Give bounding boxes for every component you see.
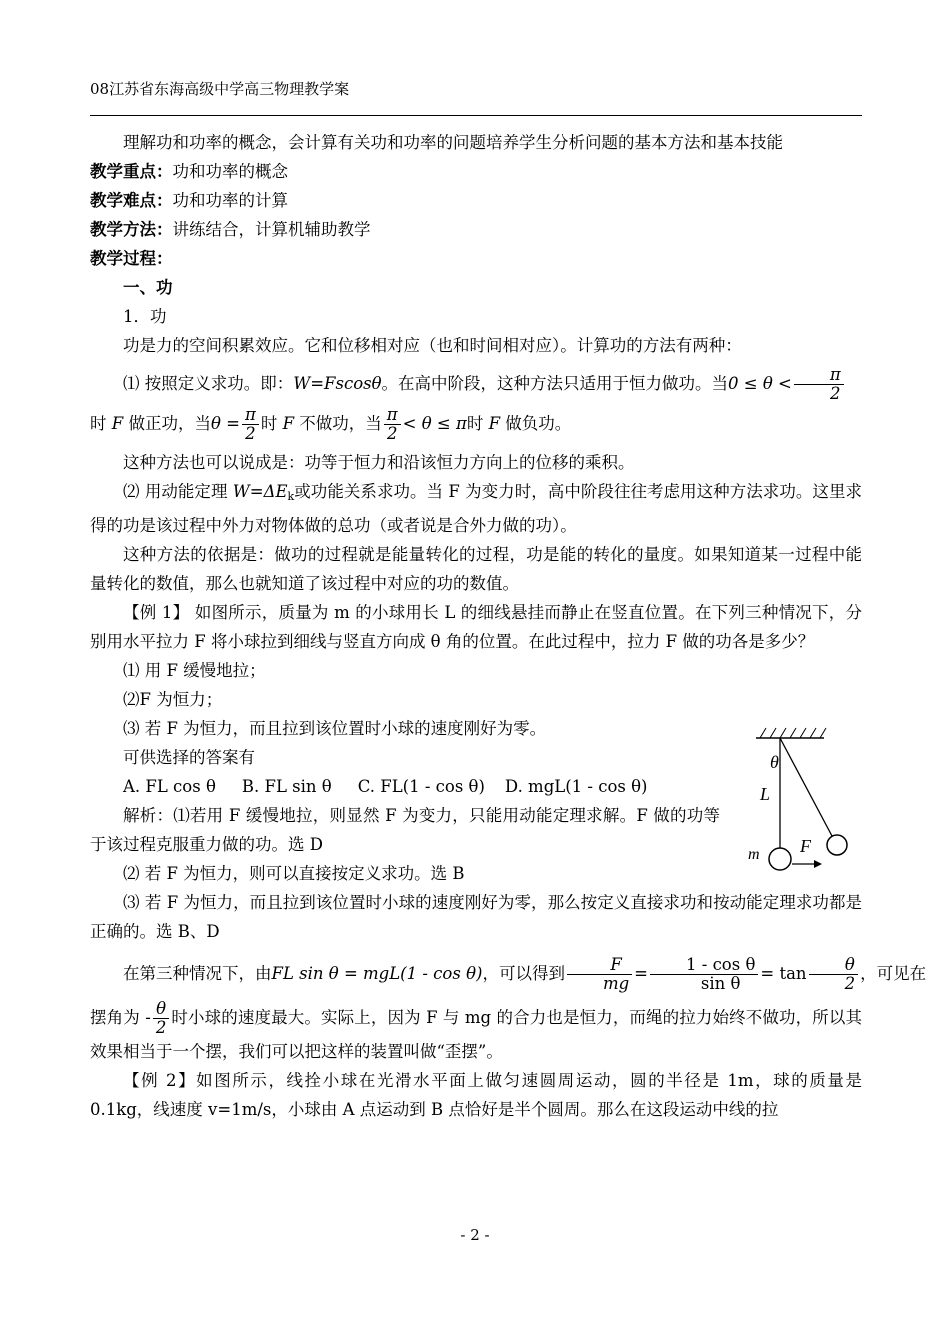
pi-over-2-fraction: [242, 406, 259, 443]
process-label: 教学过程：: [90, 249, 173, 268]
analysis-1: 解析：⑴若用 F 缓慢地拉，则显然 F 为变力，只能用动能定理求解。F 做的功等于该过程克服重力做的功。选 D: [90, 806, 720, 854]
analysis-2: ⑵ 若 F 为恒力，则可以直接按定义求功。选 B: [123, 864, 465, 883]
frac-num: θ: [153, 1000, 170, 1019]
third-text: 在第三种情况下，由: [123, 964, 272, 983]
m1-text: 不做功，当: [294, 414, 382, 433]
difficulty: [90, 186, 862, 215]
pi-over-2-fraction: [384, 406, 401, 443]
frac-num: θ: [809, 956, 859, 975]
method1-formula: W=Fscosθ: [293, 374, 382, 393]
theta-label: θ: [770, 752, 779, 772]
key-points: [90, 157, 862, 186]
option-d: D. mgL(1 - cos θ): [504, 777, 648, 796]
pendulum-figure: [742, 726, 862, 876]
m2-formula: W=ΔE: [232, 482, 288, 501]
theta-over-2-fraction: [809, 956, 859, 993]
method1-prefix: ⑴ 按照定义求功。即：: [123, 374, 294, 393]
example1-case3: ⑶ 若 F 为恒力，而且拉到该位置时小球的速度刚好为零。: [123, 719, 547, 738]
basis-paragraph: 这种方法的依据是：做功的过程就是能量转化的过程，功是能的转化的量度。如果知道某一过程中能量转化的数值，那么也就知道了该过程中对应的功的数值。: [90, 545, 862, 593]
m1-F: F: [488, 414, 501, 433]
method-text: 讲练结合，计算机辅助教学: [172, 220, 371, 239]
third-text: ，可见在: [860, 964, 927, 983]
f-over-mg-fraction: [567, 956, 632, 993]
options-label: 可供选择的答案有: [123, 748, 255, 767]
m2-rest: 或功能关系求功。当 F 为变力时，高中阶段往往考虑用这种方法求功。这里求得的功是该过程中外力对物体做的总功（或者说是合外力做的功）。: [90, 482, 862, 535]
option-a: A. FL cos θ: [123, 777, 216, 796]
subsection-title: 1．功: [123, 307, 167, 326]
frac-den: 2: [386, 424, 398, 443]
m1-text: 做正功，当: [123, 414, 211, 433]
method1-mid: 。在高中阶段，这种方法只适用于恒力做功。当: [381, 374, 729, 393]
difficulty-label: 教学难点：: [90, 191, 173, 210]
ball-rest: [769, 848, 791, 870]
example2-question: 【例 2】如图所示，线拴小球在光滑水平面上做匀速圆周运动，圆的半径是 1m，球的质量是 0.1kg，线速度 v=1m/s，小球由 A 点运动到 B 点恰好是半个圆周。那么在这段运动中线的拉: [90, 1071, 862, 1119]
analysis-3: ⑶ 若 F 为恒力，而且拉到该位置时小球的速度刚好为零，那么按定义直接求功和按动能定理求功都是正确的。选 B、D: [90, 893, 862, 941]
frac-num: π: [794, 366, 844, 385]
m1-text: 时: [466, 414, 489, 433]
third-eq: FL sin θ = mgL(1 - cos θ): [271, 964, 483, 983]
m1-text: 时: [90, 414, 112, 433]
page-header: 08江苏省东海高级中学高三物理教学案: [90, 80, 350, 98]
pi-over-2-fraction: [794, 366, 844, 403]
frac-num: π: [242, 406, 259, 425]
third-case-line1: [90, 954, 927, 994]
frac-den: 2: [245, 424, 256, 443]
m2-prefix: ⑵ 用动能定理: [123, 482, 233, 501]
deflected-string: [780, 738, 832, 836]
document-body: [90, 128, 927, 1124]
section-title-text: 一、功: [123, 278, 173, 297]
third-text: 摆角为 -: [90, 1008, 151, 1027]
page-number: - 2 -: [460, 1226, 490, 1244]
intro-paragraph: 理解功和功率的概念，会计算有关功和功率的问题培养学生分析问题的基本方法和基本技能: [123, 133, 783, 152]
force-label: F: [800, 836, 811, 856]
third-text: 时小球的速度最大。实际上，因为 F 与 mg 的合力也是恒力，而绳的拉力始终不做功，所以其效果相当于一个摆，我们可以把这样的装置叫做“歪摆”。: [90, 1008, 862, 1061]
method1-line2: [90, 404, 862, 444]
frac-num: F: [567, 956, 632, 975]
m1-F: F: [111, 414, 124, 433]
method-label: 教学方法：: [90, 220, 173, 239]
method1-cond1: 0 ≤ θ <: [728, 374, 792, 393]
mass-label: m: [748, 846, 760, 863]
theta-over-2-fraction: [153, 1000, 170, 1037]
m1-theta-eq: θ =: [210, 414, 240, 433]
difficulty-text: 功和功率的计算: [172, 191, 288, 210]
cos-over-sin-fraction: [650, 956, 758, 993]
key-points-text: 功和功率的概念: [172, 162, 288, 181]
work-intro: 功是力的空间积累效应。它和位移相对应（也和时间相对应）。计算功的方法有两种：: [123, 336, 742, 355]
frac-den: sin θ: [700, 974, 741, 993]
ball-deflected: [827, 835, 847, 855]
m2-sub: k: [287, 490, 295, 503]
also-paragraph: 这种方法也可以说成是：功等于恒力和沿该恒力方向上的位移的乘积。: [123, 453, 635, 472]
force-arrowhead: [814, 860, 822, 868]
m1-F: F: [282, 414, 295, 433]
frac-den: 2: [155, 1018, 167, 1037]
frac-num: π: [384, 406, 401, 425]
m1-text: 时: [260, 414, 283, 433]
frac-num: 1 - cos θ: [650, 956, 758, 975]
method: [90, 215, 862, 244]
third-eq-sign: =: [634, 964, 648, 983]
example1-case1: ⑴ 用 F 缓慢地拉；: [123, 661, 266, 680]
m1-text: 做负功。: [500, 414, 572, 433]
frac-den: 2: [844, 974, 856, 993]
header-rule: [90, 115, 862, 116]
third-tan: = tan: [760, 964, 807, 983]
method1-line1: [90, 364, 862, 404]
process: [90, 244, 862, 273]
option-c: C. FL(1 - cos θ): [357, 777, 485, 796]
key-points-label: 教学重点：: [90, 162, 173, 181]
m1-cond3: < θ ≤ π: [402, 414, 467, 433]
example1-case2: ⑵F 为恒力；: [123, 690, 223, 709]
method2-paragraph: [90, 477, 862, 540]
option-b: B. FL sin θ: [241, 777, 332, 796]
third-text: ，可以得到: [482, 964, 565, 983]
example1-question: 【例 1】 如图所示，质量为 m 的小球用长 L 的细线悬挂而静止在竖直位置。在下列三种情况下，分别用水平拉力 F 将小球拉到细线与竖直方向成 θ 角的位置。在此过程中，拉力 F 做的功各是多少？: [90, 603, 862, 651]
section-title: [90, 273, 862, 302]
ceiling-hatch: [760, 728, 826, 738]
frac-den: 2: [830, 384, 841, 403]
length-label: L: [760, 784, 771, 804]
frac-den: mg: [602, 974, 630, 993]
third-case-line2: [90, 1000, 862, 1066]
